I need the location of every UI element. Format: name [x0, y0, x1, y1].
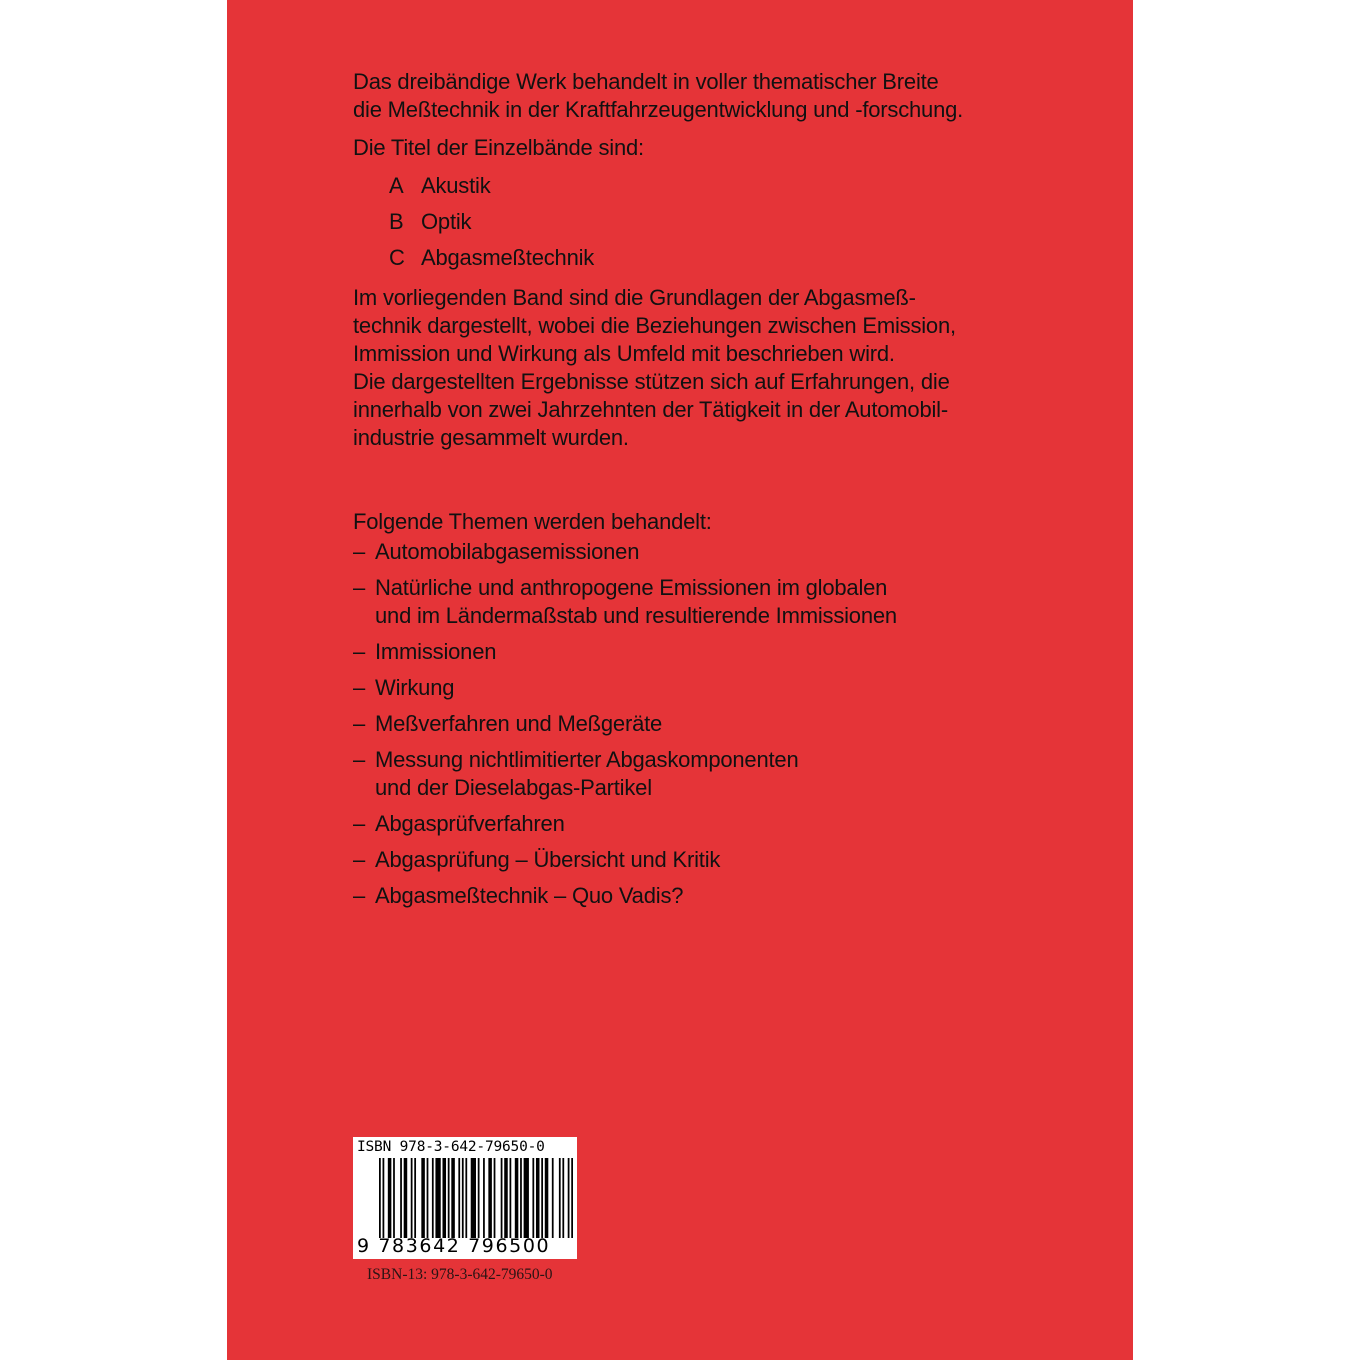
barcode-bar: [545, 1158, 549, 1238]
barcode-bar: [541, 1158, 543, 1238]
topic-line: Meßverfahren und Meßgeräte: [375, 711, 663, 736]
barcode-bar: [458, 1158, 460, 1238]
barcode-bar: [552, 1158, 554, 1238]
volume-title: Optik: [421, 209, 472, 234]
description-line: industrie gesammelt wurden.: [353, 425, 629, 450]
barcode-bar: [524, 1158, 529, 1238]
barcode-bar: [488, 1158, 492, 1238]
barcode-bar: [471, 1158, 476, 1238]
topic-item: [353, 574, 1073, 630]
topic-item: [353, 846, 1073, 874]
barcode-bar: [571, 1158, 573, 1238]
barcode-bar: [520, 1158, 522, 1238]
volume-item: [389, 168, 1073, 204]
topic-line: Abgasprüfung – Übersicht und Kritik: [375, 847, 721, 872]
description-paragraph: [353, 284, 1073, 452]
topic-line: und im Ländermaßstab und resultierende Immissionen: [375, 603, 897, 628]
barcode-bar: [427, 1158, 429, 1238]
volume-item: [389, 240, 1073, 276]
dash-bullet: –: [353, 675, 366, 700]
topic-line: Immissionen: [375, 639, 497, 664]
volume-title: Akustik: [421, 173, 491, 198]
topic-item: [353, 710, 1073, 738]
volumes-heading: Die Titel der Einzelbände sind:: [353, 135, 644, 160]
description-line: Die dargestellten Ergebnisse stützen sich auf Erfahrungen, die: [353, 369, 950, 394]
barcode-bar: [421, 1158, 425, 1238]
isbn13-label: ISBN-13: 978-3-642-79650-0: [367, 1266, 553, 1283]
topics-list: [353, 538, 1073, 910]
topic-item: [353, 810, 1073, 838]
barcode-bar: [559, 1158, 561, 1238]
barcode-bar: [515, 1158, 519, 1238]
barcode-bar: [478, 1158, 480, 1238]
barcode-bar: [494, 1158, 496, 1238]
barcode-bar: [568, 1158, 570, 1238]
dash-bullet: –: [353, 747, 366, 772]
barcode-bar: [388, 1158, 392, 1238]
intro-line: die Meßtechnik in der Kraftfahrzeugentwicklung und -forschung.: [353, 97, 964, 122]
topic-line: Natürliche und anthropogene Emissionen im globalen: [375, 575, 888, 600]
dash-bullet: –: [353, 811, 366, 836]
barcode-bar: [448, 1158, 450, 1238]
cover-text: [353, 68, 1073, 918]
description-line: Im vorliegenden Band sind die Grundlagen der Abgasmeß-: [353, 285, 916, 310]
barcode-bar: [414, 1158, 416, 1238]
barcode: [353, 1137, 577, 1259]
barcode-digits: 9 783642 796500: [357, 1235, 551, 1257]
dash-bullet: –: [353, 539, 366, 564]
topic-line: Abgasprüfverfahren: [375, 811, 565, 836]
volume-letter: A: [389, 173, 404, 198]
barcode-bar: [483, 1158, 485, 1238]
barcode-bar: [400, 1158, 402, 1238]
barcode-bars: [379, 1158, 573, 1238]
topic-line: Abgasmeßtechnik – Quo Vadis?: [375, 883, 684, 908]
topics-heading: Folgende Themen werden behandelt:: [353, 509, 712, 534]
barcode-bar: [404, 1158, 408, 1238]
description-line: technik dargestellt, wobei die Beziehungen zwischen Emission,: [353, 313, 956, 338]
volume-letter: C: [389, 245, 405, 270]
barcode-bar: [462, 1158, 464, 1238]
dash-bullet: –: [353, 883, 366, 908]
intro-line: Das dreibändige Werk behandelt in voller thematischer Breite: [353, 69, 939, 94]
volume-title: Abgasmeßtechnik: [421, 245, 595, 270]
barcode-bar: [510, 1158, 512, 1238]
barcode-bar: [411, 1158, 413, 1238]
barcode-bar: [532, 1158, 534, 1238]
barcode-bar: [501, 1158, 503, 1238]
barcode-bar: [435, 1158, 440, 1238]
barcode-bar: [379, 1158, 381, 1238]
back-cover: [227, 0, 1133, 1360]
barcode-bar: [383, 1158, 385, 1238]
barcode-bar: [465, 1158, 467, 1238]
barcode-bar: [451, 1158, 455, 1238]
volume-letter: B: [389, 209, 404, 234]
topic-line: Automobilabgasemissionen: [375, 539, 640, 564]
barcode-bar: [504, 1158, 508, 1238]
topic-item: [353, 882, 1073, 910]
barcode-bar: [442, 1158, 446, 1238]
barcode-bar: [432, 1158, 434, 1238]
barcode-bar: [393, 1158, 395, 1238]
barcode-isbn-text: ISBN 978-3-642-79650-0: [357, 1139, 545, 1155]
topic-item: [353, 674, 1073, 702]
intro-paragraph: [353, 68, 1073, 124]
barcode-bar: [562, 1158, 564, 1238]
topic-line: Wirkung: [375, 675, 455, 700]
dash-bullet: –: [353, 847, 366, 872]
barcode-bar: [536, 1158, 540, 1238]
description-line: Immission und Wirkung als Umfeld mit beschrieben wird.: [353, 341, 895, 366]
volumes-list: [353, 168, 1073, 276]
description-line: innerhalb von zwei Jahrzehnten der Tätigkeit in der Automobil-: [353, 397, 948, 422]
dash-bullet: –: [353, 639, 366, 664]
topic-line: Messung nichtlimitierter Abgaskomponenten: [375, 747, 799, 772]
dash-bullet: –: [353, 711, 366, 736]
topic-item: [353, 746, 1073, 802]
dash-bullet: –: [353, 575, 366, 600]
topic-item: [353, 638, 1073, 666]
topic-line: und der Dieselabgas-Partikel: [375, 775, 652, 800]
volume-item: [389, 204, 1073, 240]
topic-item: [353, 538, 1073, 566]
